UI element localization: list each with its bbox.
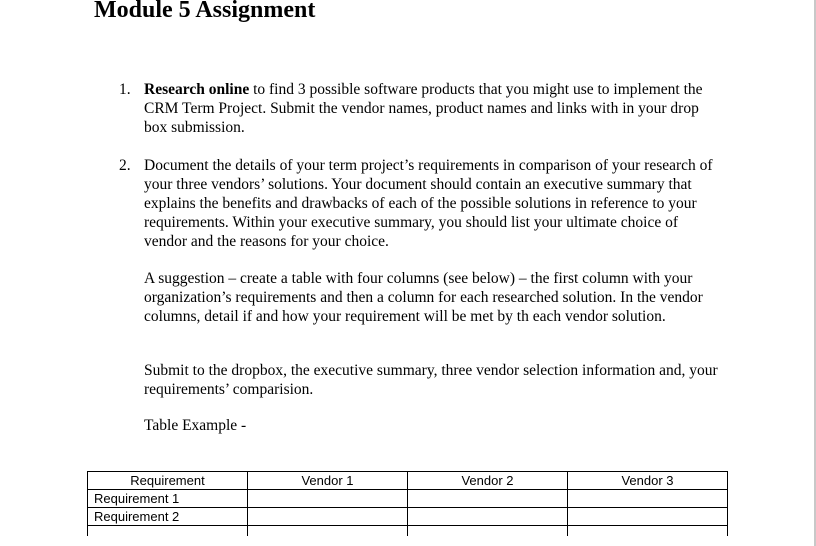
table-cell — [568, 526, 728, 537]
table-header-row — [88, 472, 728, 490]
table-cell — [248, 508, 408, 526]
suggestion-paragraph: A suggestion – create a table with four columns (see below) – the first column with your organization’s requirements and then a column for each researched solution. In the vendor columns, detail if and how your requirement will be met by th each vendor solution. — [144, 270, 703, 325]
header-vendor-1: Vendor 1 — [248, 472, 408, 490]
list-text-1-body: to find 3 possible software products that you might use to implement the CRM Term Project. Submit the vendor names, product names and links with in your drop box submission. — [144, 81, 703, 136]
table-cell — [248, 526, 408, 537]
table-cell — [248, 490, 408, 508]
list-number-1: 1. — [119, 81, 131, 98]
vendor-comparison-table — [87, 471, 728, 536]
list-text-2: Document the details of your term project’s requirements in comparison of your research of your three vendors’ solutions. Your document should contain an executive summary that explains the benefits and drawbacks of each of the possible solutions in reference to your requirements. Within your executive summary, you should list your ultimate choice of vendor and the reasons for your choice. — [144, 157, 713, 250]
list-text-1 — [144, 80, 719, 137]
table-cell — [88, 526, 248, 537]
research-online-lead: Research online — [144, 81, 250, 98]
header-vendor-3: Vendor 3 — [568, 472, 728, 490]
table-row — [88, 490, 728, 508]
table-cell — [568, 508, 728, 526]
page-title: Module 5 Assignment — [94, 0, 316, 23]
list-number-2: 2. — [119, 157, 131, 174]
table-row — [88, 526, 728, 537]
table-cell — [408, 490, 568, 508]
submit-paragraph: Submit to the dropbox, the executive summary, three vendor selection information and, your requirements’ comparision. — [144, 362, 718, 398]
table-row — [88, 508, 728, 526]
table-example-label: Table Example - — [144, 417, 247, 434]
header-requirement: Requirement — [88, 472, 248, 490]
table-cell — [408, 526, 568, 537]
table-cell — [568, 490, 728, 508]
table-cell: Requirement 2 — [88, 508, 248, 526]
table-cell — [408, 508, 568, 526]
table-cell: Requirement 1 — [88, 490, 248, 508]
header-vendor-2: Vendor 2 — [408, 472, 568, 490]
